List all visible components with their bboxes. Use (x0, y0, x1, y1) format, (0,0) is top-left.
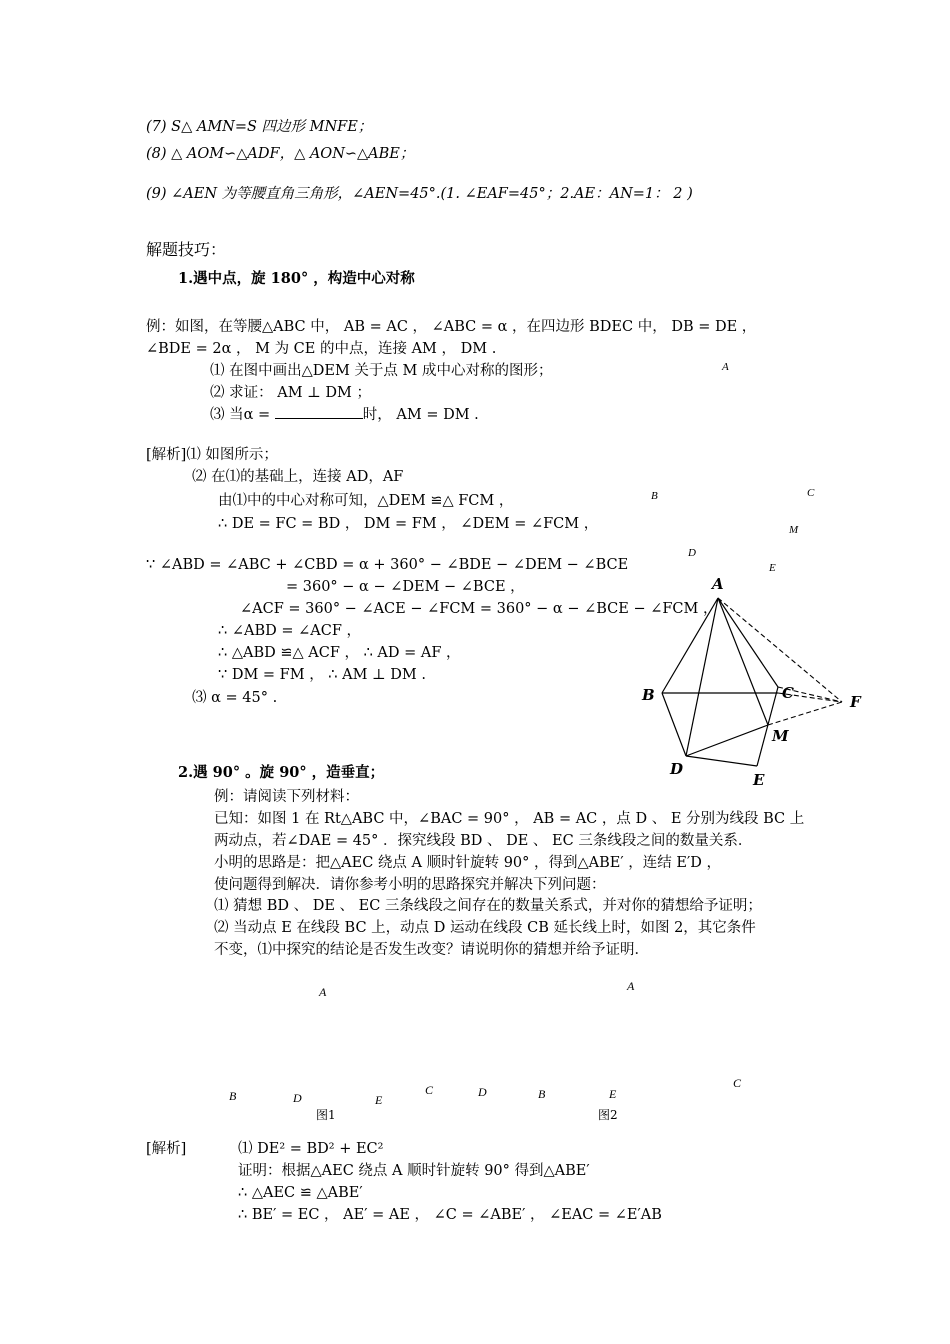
tip2-analysis-2: 证明：根据△AEC 绕点 A 顺时针旋转 90° 得到△ABE′ (238, 1163, 590, 1179)
tip2-analysis-3: ∴ △AEC ≌ △ABE′ (238, 1185, 363, 1201)
fig1-label-e: E (375, 1093, 383, 1107)
tip1-analysis-10: ⑶ α = 45° . (192, 690, 278, 706)
tip1-example-line1: 例：如图，在等腰△ABC 中， AB = AC ， ∠ABC = α ，在四边形 BDEC 中， DB = DE ， (146, 319, 757, 335)
small-label-c: C (807, 487, 815, 499)
tip1-analysis-3: ∴ DE = FC = BD ， DM = FM ， ∠DEM = ∠FCM ， (218, 516, 599, 532)
tip1-analysis-4: ∵ ∠ABD = ∠ABC + ∠CBD = α + 360° − ∠BDE − ∠DEM − ∠BCE (146, 557, 629, 573)
small-label-a: A (722, 361, 729, 373)
fig1-label-a: A (319, 985, 327, 999)
small-label-b: B (651, 490, 658, 502)
tip1-analysis-7: ∴ ∠ABD = ∠ACF ， (218, 623, 361, 639)
label-c: C (782, 684, 794, 702)
tip2-analysis-1: ⑴ DE² = BD² + EC² (238, 1141, 384, 1157)
tip2-line-2: 两动点，若∠DAE = 45° ．探究线段 BD 、 DE 、 EC 三条线段之间的数量关系． (214, 833, 753, 849)
item-8: (8) △ AOM∽△ADF，△ AON∽△ABE； (146, 146, 415, 162)
tip1-q1: ⑴ 在图中画出△DEM 关于点 M 成中心对称的图形； (210, 363, 553, 379)
tip2-line-4: 使问题得到解决．请你参考小明的思路探究并解决下列问题： (214, 877, 606, 893)
tip1-q3-pre: ⑶ 当α = (210, 407, 275, 423)
fig2-label-d: D (478, 1085, 487, 1099)
tip1-analysis-2: 由⑴中的中心对称可知，△DEM ≌△ FCM ， (218, 493, 514, 509)
tip1-q3-post: 时， AM = DM . (362, 407, 479, 423)
label-d: D (670, 760, 684, 778)
label-m: M (772, 727, 789, 745)
fig1-label-c: C (425, 1083, 434, 1097)
tip1-analysis-8: ∴ △ABD ≌△ ACF ， ∴ AD = AF ， (218, 645, 461, 661)
fig2-label-b: B (538, 1087, 546, 1101)
seg-af-dashed (718, 598, 842, 702)
label-a: A (712, 575, 724, 593)
tip2-title: 2.遇 90° 。旋 90° ，造垂直； (178, 764, 385, 781)
label-b: B (642, 686, 655, 704)
fig1-caption: 图1 (316, 1108, 336, 1122)
fig2-label-c: C (733, 1076, 742, 1090)
tips-heading: 解题技巧： (146, 240, 227, 259)
fig2-label-e: E (609, 1087, 617, 1101)
item-7: (7) S△ AMN=S 四边形 MNFE； (146, 119, 373, 135)
label-e: E (753, 771, 765, 789)
tip2-line-6: ⑵ 当动点 E 在线段 BC 上，动点 D 运动在线段 CB 延长线上时，如图 2，其它条件 (214, 920, 756, 936)
seg-ad (686, 598, 718, 756)
tip1-analysis-0: [解析]⑴ 如图所示； (146, 447, 278, 463)
tip2-line-7: 不变，⑴中探究的结论是否发生改变？请说明你的猜想并给予证明． (214, 942, 649, 958)
tip1-analysis-9: ∵ DM = FM ， ∴ AM ⊥ DM . (218, 667, 426, 683)
tip1-q2: ⑵ 求证： AM ⊥ DM ； (210, 385, 371, 401)
tip2-line-5: ⑴ 猜想 BD 、 DE 、 EC 三条线段之间存在的数量关系式，并对你的猜想给予证明； (214, 898, 762, 914)
small-label-m: M (789, 524, 799, 536)
tip2-line-0: 例：请阅读下列材料： (214, 789, 359, 805)
item-9: (9) ∠AEN 为等腰直角三角形，∠AEN=45°.(1. ∠EAF=45°；2.AE：AN=1： 2 ) (146, 186, 693, 202)
small-label-d: D (688, 547, 696, 559)
tip1-analysis-6: ∠ACF = 360° − ∠ACE − ∠FCM = 360° − α − ∠BCE − ∠FCM ， (240, 601, 718, 617)
tip2-analysis-4: ∴ BE′ = EC ， AE′ = AE ， ∠C = ∠ABE′ ， ∠EAC = ∠E′AB (238, 1207, 662, 1223)
fig1-label-b: B (229, 1089, 237, 1103)
tip1-title: 1.遇中点，旋 180° ，构造中心对称 (178, 270, 415, 287)
tip1-example-line2: ∠BDE = 2α ， M 为 CE 的中点，连接 AM ， DM . (146, 341, 497, 357)
seg-bd (662, 693, 686, 756)
label-f: F (850, 693, 861, 711)
seg-dm (686, 725, 768, 756)
tip2-analysis-0: [解析] (146, 1141, 187, 1157)
fig2-caption: 图2 (598, 1108, 618, 1122)
tip2-line-1: 已知：如图 1 在 Rt△ABC 中，∠BAC = 90° ， AB = AC ，点 D 、 E 分别为线段 BC 上 (214, 811, 805, 827)
tip1-analysis-1: ⑵ 在⑴的基础上，连接 AD，AF (192, 469, 404, 485)
tip2-line-3: 小明的思路是：把△AEC 绕点 A 顺时针旋转 90° ，得到△ABE′ ，连结 E′D ， (214, 855, 722, 871)
seg-mf-dashed (768, 702, 842, 725)
tip1-analysis-5: = 360° − α − ∠DEM − ∠BCE ， (286, 579, 525, 595)
small-label-e: E (769, 562, 776, 574)
seg-de (686, 756, 757, 766)
seg-ab (662, 598, 718, 693)
fig2-label-a: A (627, 979, 635, 993)
fig1-label-d: D (293, 1091, 302, 1105)
